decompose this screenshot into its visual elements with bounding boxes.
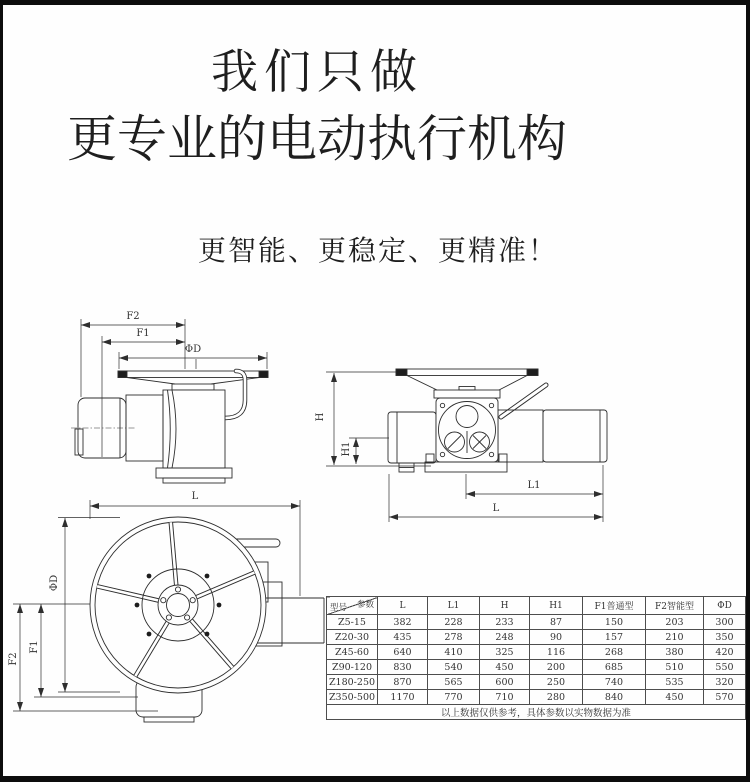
column-header-h1: H1	[530, 597, 583, 615]
dim-label-h: H	[315, 412, 326, 422]
side-view-drawing	[63, 305, 323, 490]
page-subtitle: 更智能、更稳定、更精准！	[197, 234, 558, 267]
value-cell: 550	[704, 660, 746, 675]
title-block	[3, 45, 631, 168]
value-cell: 450	[646, 690, 704, 705]
model-cell: Z20-30	[327, 630, 378, 645]
page-title-line1: 我们只做	[211, 45, 423, 100]
column-header-f1: F1普通型	[583, 597, 646, 615]
model-cell: Z350-500	[327, 690, 378, 705]
model-cell: Z90-120	[327, 660, 378, 675]
value-cell: 250	[530, 675, 583, 690]
table-row	[327, 690, 746, 705]
value-cell: 600	[480, 675, 530, 690]
dim-label-l: L	[492, 503, 500, 514]
value-cell: 570	[704, 690, 746, 705]
spec-table-wrap	[326, 596, 746, 720]
page-title-line2: 更专业的电动执行机构	[67, 110, 567, 168]
value-cell: 435	[378, 630, 428, 645]
corner-label-param: 参数	[356, 600, 374, 610]
value-cell: 565	[428, 675, 480, 690]
corner-label-model: 型号	[330, 603, 348, 613]
value-cell: 382	[378, 615, 428, 630]
handwheel-view-svg	[8, 490, 328, 780]
column-header-h: H	[480, 597, 530, 615]
table-row	[327, 615, 746, 630]
value-cell: 420	[704, 645, 746, 660]
dim-label-f1: F1	[29, 640, 40, 654]
dim-label-f1: F1	[136, 328, 150, 339]
table-footnote: 以上数据仅供参考，具体参数以实物数据为准	[327, 705, 746, 720]
value-cell: 1170	[378, 690, 428, 705]
value-cell: 740	[583, 675, 646, 690]
value-cell: 157	[583, 630, 646, 645]
value-cell: 90	[530, 630, 583, 645]
value-cell: 870	[378, 675, 428, 690]
value-cell: 535	[646, 675, 704, 690]
value-cell: 325	[480, 645, 530, 660]
value-cell: 278	[428, 630, 480, 645]
value-cell: 320	[704, 675, 746, 690]
dim-label-f2: F2	[126, 311, 140, 322]
table-row	[327, 645, 746, 660]
dim-label-d: ΦD	[184, 344, 202, 355]
dim-label-l1: L1	[527, 480, 541, 491]
value-cell: 300	[704, 615, 746, 630]
model-cell: Z5-15	[327, 615, 378, 630]
footnote-row	[327, 705, 746, 720]
column-header-l: L	[378, 597, 428, 615]
value-cell: 210	[646, 630, 704, 645]
value-cell: 203	[646, 615, 704, 630]
value-cell: 87	[530, 615, 583, 630]
value-cell: 200	[530, 660, 583, 675]
dim-label-f2: F2	[8, 652, 19, 666]
value-cell: 770	[428, 690, 480, 705]
value-cell: 233	[480, 615, 530, 630]
corner-header-cell	[327, 597, 378, 615]
table-row	[327, 630, 746, 645]
value-cell: 380	[646, 645, 704, 660]
column-header-l1: L1	[428, 597, 480, 615]
value-cell: 228	[428, 615, 480, 630]
value-cell: 116	[530, 645, 583, 660]
side-view-svg	[63, 305, 323, 490]
value-cell: 830	[378, 660, 428, 675]
dim-label-l: L	[191, 491, 199, 502]
value-cell: 710	[480, 690, 530, 705]
front-view-svg	[313, 350, 618, 530]
column-header-d: ΦD	[704, 597, 746, 615]
value-cell: 540	[428, 660, 480, 675]
value-cell: 280	[530, 690, 583, 705]
front-view-drawing	[313, 350, 618, 530]
value-cell: 450	[480, 660, 530, 675]
value-cell: 510	[646, 660, 704, 675]
value-cell: 410	[428, 645, 480, 660]
model-cell: Z45-60	[327, 645, 378, 660]
spec-table	[326, 596, 746, 720]
column-header-f2: F2智能型	[646, 597, 704, 615]
model-cell: Z180-250	[327, 675, 378, 690]
value-cell: 350	[704, 630, 746, 645]
header-row	[327, 597, 746, 615]
dim-label-h1: H1	[341, 441, 352, 457]
handwheel-view-drawing	[8, 490, 328, 780]
table-row	[327, 675, 746, 690]
value-cell: 685	[583, 660, 646, 675]
value-cell: 150	[583, 615, 646, 630]
value-cell: 840	[583, 690, 646, 705]
value-cell: 640	[378, 645, 428, 660]
table-row	[327, 660, 746, 675]
value-cell: 268	[583, 645, 646, 660]
value-cell: 248	[480, 630, 530, 645]
dim-label-d: ΦD	[49, 574, 60, 592]
